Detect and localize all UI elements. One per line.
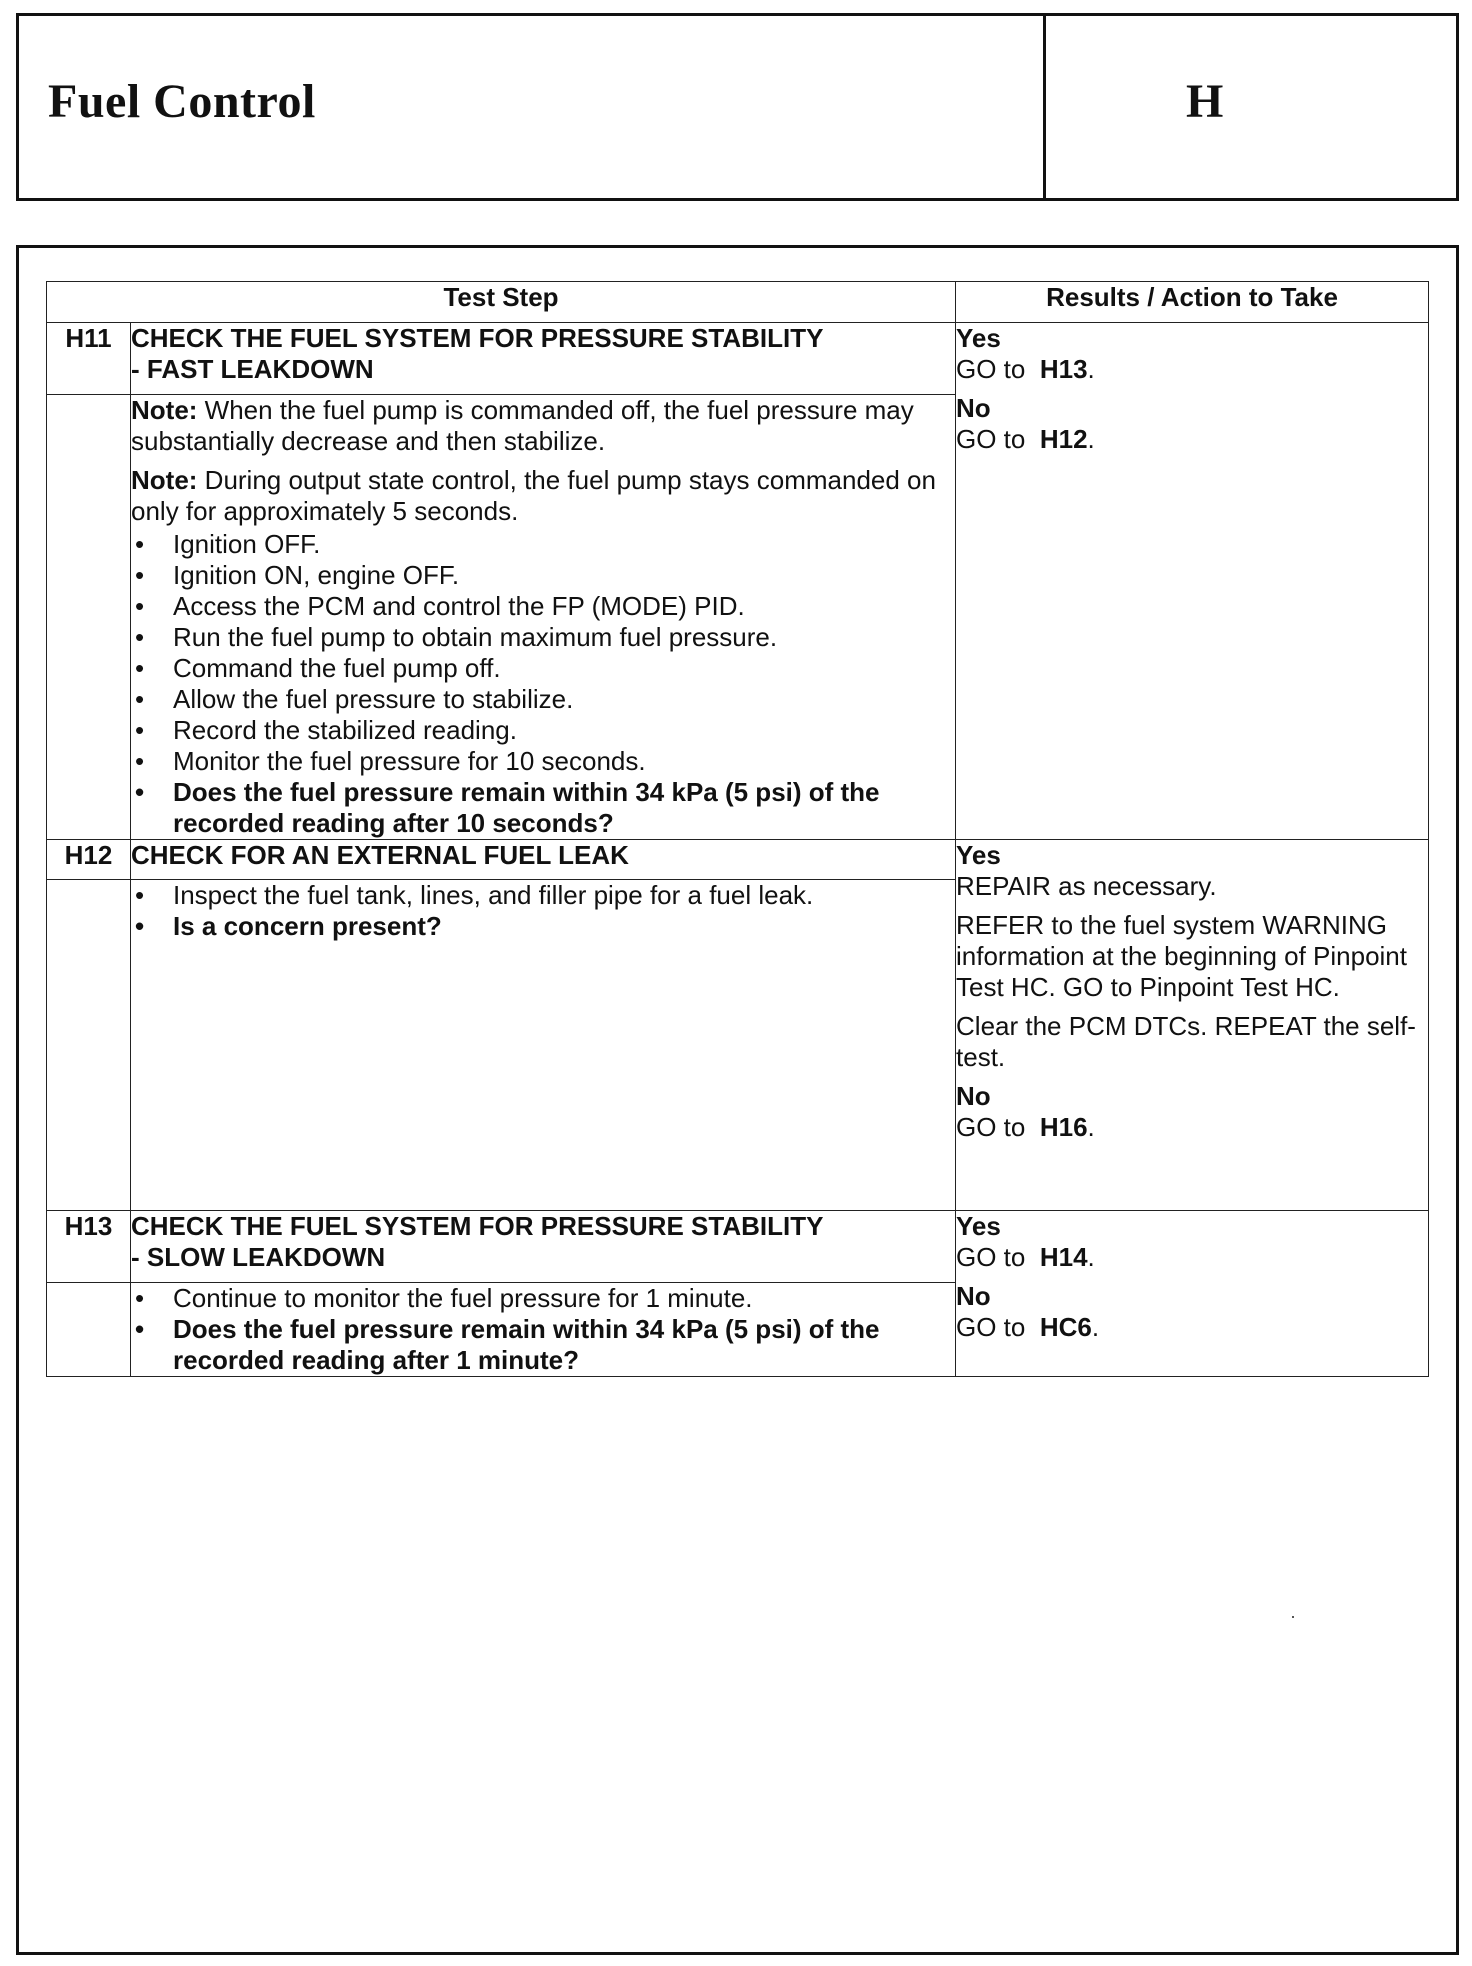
- result-yes-action: GO to H14.: [956, 1242, 1095, 1272]
- section-letter: H: [1186, 75, 1224, 128]
- result-yes-action: GO to H13.: [956, 354, 1095, 384]
- step-instructions: [131, 880, 955, 942]
- result-yes-action: Clear the PCM DTCs. REPEAT the self-test.: [956, 1011, 1416, 1072]
- table-header-row: [47, 282, 1429, 323]
- step-title-line: - SLOW LEAKDOWN: [131, 1242, 386, 1272]
- step-instructions: [131, 1283, 955, 1376]
- result-yes-label: Yes: [956, 840, 1001, 870]
- step-h12-results: [956, 840, 1429, 1211]
- step-h11-results: [956, 323, 1429, 840]
- column-header-results: Results / Action to Take: [956, 282, 1429, 323]
- step-title: [131, 323, 956, 395]
- result-no-label: No: [956, 1081, 991, 1111]
- step-title-line: - FAST LEAKDOWN: [131, 354, 374, 384]
- list-item: • Access the PCM and control the FP (MODE) PID.: [131, 591, 955, 622]
- list-item: • Monitor the fuel pressure for 10 seconds.: [131, 746, 955, 777]
- result-no-action: GO to H12.: [956, 424, 1095, 454]
- step-body: [131, 395, 956, 840]
- column-header-test-step: Test Step: [47, 282, 956, 323]
- header-divider: [1043, 16, 1046, 198]
- step-id: H13: [47, 1211, 131, 1283]
- result-yes-action: REFER to the fuel system WARNING information at the beginning of Pinpoint Test HC. GO to Pinpoint Test HC.: [956, 910, 1407, 1002]
- pinpoint-test-table: [46, 281, 1429, 1377]
- step-id: H12: [47, 840, 131, 880]
- list-item: • Allow the fuel pressure to stabilize.: [131, 684, 955, 715]
- step-question: • Is a concern present?: [131, 911, 955, 942]
- result-no-label: No: [956, 1281, 991, 1311]
- result-no-action: GO to H16.: [956, 1112, 1095, 1142]
- link-h13[interactable]: H13: [1039, 354, 1088, 384]
- step-body: [131, 1283, 956, 1377]
- list-item: • Ignition ON, engine OFF.: [131, 560, 955, 591]
- step-title-line: CHECK THE FUEL SYSTEM FOR PRESSURE STABILITY: [131, 323, 824, 353]
- result-no-label: No: [956, 393, 991, 423]
- step-h12-title-row: [47, 840, 1429, 880]
- list-item: • Run the fuel pump to obtain maximum fuel pressure.: [131, 622, 955, 653]
- list-item: • Ignition OFF.: [131, 529, 955, 560]
- link-h12[interactable]: H12: [1039, 424, 1088, 454]
- step-question: • Does the fuel pressure remain within 34 kPa (5 psi) of the recorded reading after 10 seconds?: [131, 777, 955, 839]
- step-title: [131, 1211, 956, 1283]
- list-item: • Inspect the fuel tank, lines, and filler pipe for a fuel leak.: [131, 880, 955, 911]
- list-item: • Record the stabilized reading.: [131, 715, 955, 746]
- step-title-line: CHECK THE FUEL SYSTEM FOR PRESSURE STABILITY: [131, 1211, 824, 1241]
- list-item: • Continue to monitor the fuel pressure for 1 minute.: [131, 1283, 955, 1314]
- link-h14[interactable]: H14: [1039, 1242, 1088, 1272]
- step-title-line: CHECK FOR AN EXTERNAL FUEL LEAK: [131, 840, 629, 870]
- note: Note: During output state control, the fuel pump stays commanded on only for approximately 5 seconds.: [131, 465, 936, 526]
- result-yes-label: Yes: [956, 323, 1001, 353]
- list-item: • Command the fuel pump off.: [131, 653, 955, 684]
- link-hc6[interactable]: HC6: [1039, 1312, 1092, 1342]
- step-instructions: [131, 529, 955, 839]
- step-h13-results: [956, 1211, 1429, 1377]
- step-question: • Does the fuel pressure remain within 34 kPa (5 psi) of the recorded reading after 1 minute?: [131, 1314, 955, 1376]
- step-h13-title-row: [47, 1211, 1429, 1283]
- scan-speck: [1292, 1616, 1294, 1618]
- step-h11-title-row: [47, 323, 1429, 395]
- note: Note: When the fuel pump is commanded off, the fuel pressure may substantially decrease and then stabilize.: [131, 395, 914, 456]
- result-yes-action: REPAIR as necessary.: [956, 871, 1217, 901]
- link-h16[interactable]: H16: [1039, 1112, 1088, 1142]
- result-no-action: GO to HC6.: [956, 1312, 1100, 1342]
- step-id: H11: [47, 323, 131, 395]
- step-body: [131, 880, 956, 1211]
- document-title: Fuel Control: [48, 75, 316, 128]
- result-yes-label: Yes: [956, 1211, 1001, 1241]
- step-title: [131, 840, 956, 880]
